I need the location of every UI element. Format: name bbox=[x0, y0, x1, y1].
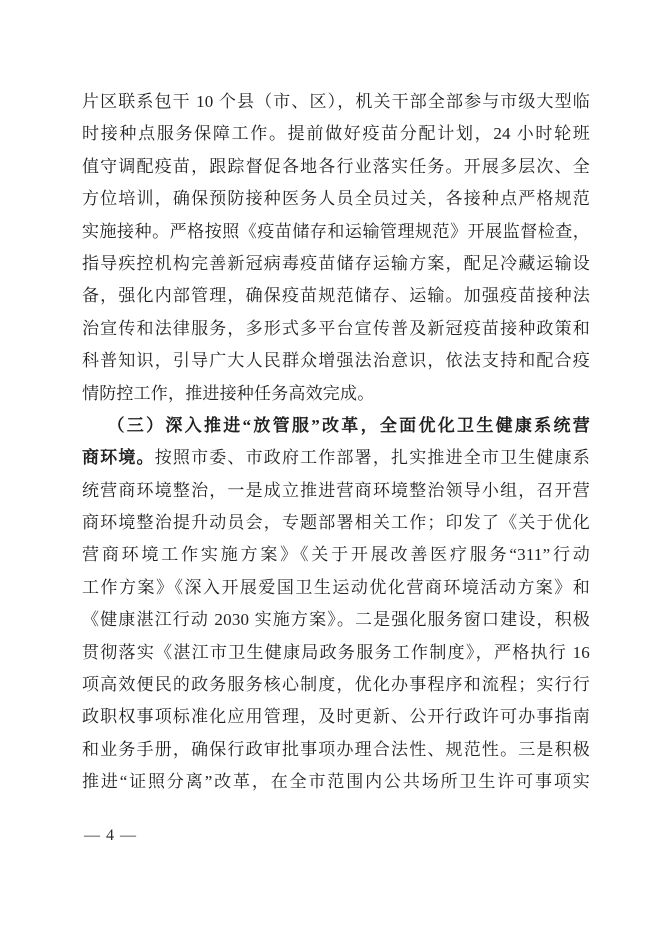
text-line: 时接种点服务保障工作。提前做好疫苗分配计划，24 小时轮班 bbox=[82, 124, 590, 144]
text-line: 指导疾控机构完善新冠病毒疫苗储存运输方案，配足冷藏运输设 bbox=[82, 253, 590, 273]
document-body bbox=[82, 86, 590, 799]
text-line: 政职权事项标准化应用管理，及时更新、公开行政许可办事指南 bbox=[82, 707, 590, 727]
text-line: 科普知识，引导广大人民群众增强法治意识，依法支持和配合疫 bbox=[82, 351, 590, 371]
text-line: 项高效便民的政务服务核心制度，优化办事程序和流程；实行行 bbox=[82, 675, 590, 695]
text-line: 商环境整治提升动员会，专题部署相关工作；印发了《关于优化 bbox=[82, 513, 590, 533]
text-line: 备，强化内部管理，确保疫苗规范储存、运输。加强疫苗接种法 bbox=[82, 286, 590, 306]
section-heading-continued: 商环境。 bbox=[82, 448, 155, 468]
paragraph-vaccine-work bbox=[82, 86, 590, 410]
section-heading: （三）深入推进“放管服”改革，全面优化卫生健康系统营 bbox=[107, 415, 590, 435]
text-line: 统营商环境整治，一是成立推进营商环境整治领导小组，召开营 bbox=[82, 480, 590, 500]
text-run: 按照市委、市政府工作部署，扎实推进全市卫生健康系 bbox=[154, 448, 590, 468]
text-line: 和业务手册，确保行政审批事项办理合法性、规范性。三是积极 bbox=[82, 739, 590, 759]
text-line: 治宣传和法律服务，多形式多平台宣传普及新冠疫苗接种政策和 bbox=[82, 318, 590, 338]
page-number: — 4 — bbox=[84, 827, 137, 844]
text-line: 推进“证照分离”改革，在全市范围内公共场所卫生许可事项实 bbox=[82, 772, 590, 792]
text-line: 工作方案》《深入开展爱国卫生运动优化营商环境活动方案》和 bbox=[82, 577, 590, 597]
text-line: 实施接种。严格按照《疫苗储存和运输管理规范》开展监督检查， bbox=[82, 221, 590, 241]
text-line: 方位培训，确保预防接种医务人员全员过关，各接种点严格规范 bbox=[82, 189, 590, 209]
paragraph-fangguanfu-reform bbox=[82, 410, 590, 799]
text-line: 贯彻落实《湛江市卫生健康局政务服务工作制度》，严格执行 16 bbox=[82, 642, 590, 662]
text-line bbox=[82, 442, 590, 474]
text-line: 片区联系包干 10 个县（市、区），机关干部全部参与市级大型临 bbox=[82, 92, 590, 111]
text-line: 《健康湛江行动 2030 实施方案》。二是强化服务窗口建设，积极 bbox=[82, 610, 590, 630]
text-line: 情防控工作，推进接种任务高效完成。 bbox=[82, 383, 375, 403]
text-line: 营商环境工作实施方案》《关于开展改善医疗服务“311”行动 bbox=[82, 545, 590, 565]
text-line: 值守调配疫苗，跟踪督促各地各行业落实任务。开展多层次、全 bbox=[82, 156, 590, 176]
